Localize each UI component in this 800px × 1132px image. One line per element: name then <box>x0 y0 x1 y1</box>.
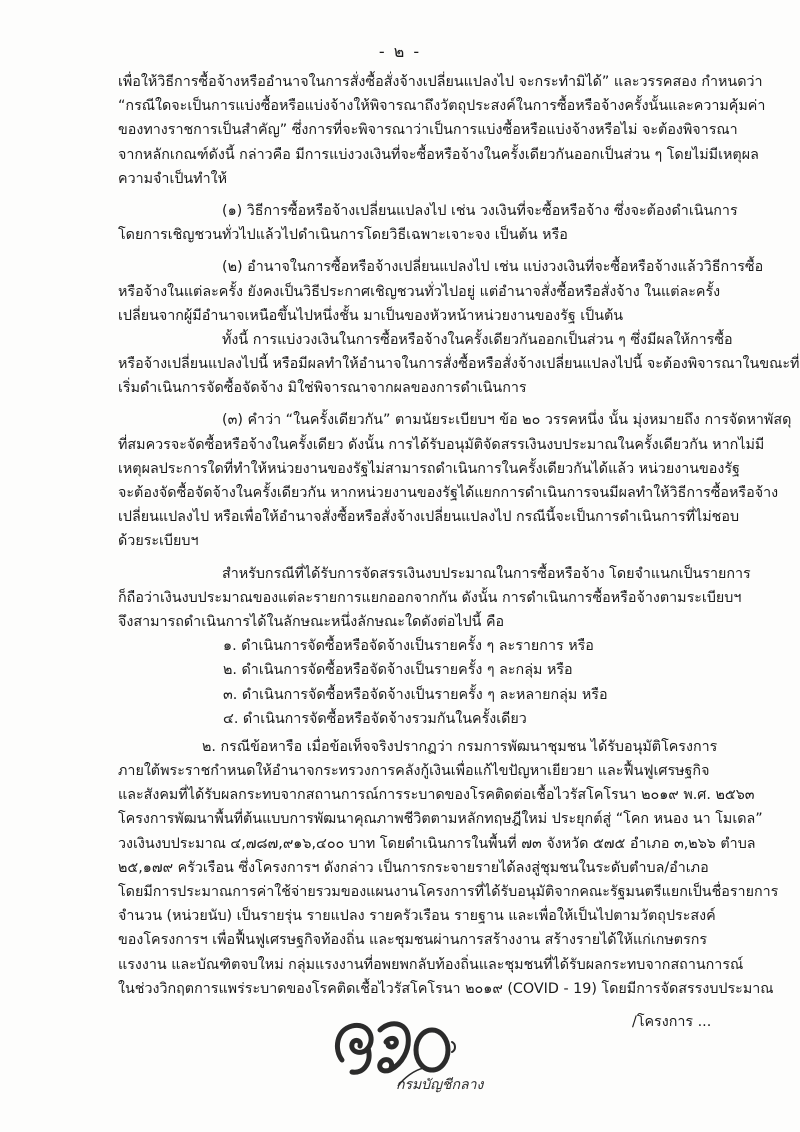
body-line: เปลี่ยนแปลงไป หรือเพื่อให้อำนาจสั่งซื้อหรือสั่งจ้างเปลี่ยนแปลงไป กรณีนี้จะเป็นการดำเนินการที่ไม่ชอบ <box>118 509 740 526</box>
continued-marker: /โครงการ ... <box>632 1014 712 1030</box>
body-line: “กรณีใดจะเป็นการแบ่งซื้อหรือแบ่งจ้างให้พิจารณาถึงวัตถุประสงค์ในการซื้อหรือจ้างครั้งนั้นและความคุ้มค่า <box>118 98 766 115</box>
list-item: ๓. ดำเนินการจัดซื้อหรือจัดจ้างเป็นรายครั้ง ๆ ละหลายกลุ่ม หรือ <box>223 686 608 703</box>
page-number: - ๒ - <box>378 42 422 61</box>
body-line: เพื่อให้วิธีการซื้อจ้างหรืออำนาจในการสั่งซื้อสั่งจ้างเปลี่ยนแปลงไป จะกระทำมิได้” และวรรคสอง กำหนดว่า <box>118 74 763 90</box>
item-1-line: (๑) วิธีการซื้อหรือจ้างเปลี่ยนแปลงไป เช่น วงเงินที่จะซื้อหรือจ้าง ซึ่งจะต้องดำเนินการ <box>222 202 738 219</box>
logo-caption: กรมบัญชีกลาง <box>396 1077 484 1093</box>
body-line: ของโครงการฯ เพื่อฟื้นฟูเศรษฐกิจท้องถิ่น และชุมชนผ่านการสร้างงาน สร้างรายได้ให้แก่เกษตรกร <box>118 932 708 949</box>
body-line: จึงสามารถดำเนินการได้ในลักษณะหนึ่งลักษณะใดดังต่อไปนี้ คือ <box>118 613 505 630</box>
body-line: ภายใต้พระราชกำหนดให้อำนาจกระทรวงการคลังกู้เงินเพื่อแก้ไขปัญหาเยียวยา และฟื้นฟูเศรษฐกิจ <box>118 763 710 780</box>
document-body <box>118 70 800 1001</box>
list-item: ๑. ดำเนินการจัดซื้อหรือจัดจ้างเป็นรายครั้ง ๆ ละรายการ หรือ <box>223 638 594 655</box>
body-line: ด้วยระเบียบฯ <box>118 533 199 550</box>
body-line: และสังคมที่ได้รับผลกระทบจากสถานการณ์การระบาดของโรคติดต่อเชื้อไวรัสโคโรนา ๒๐๑๙ พ.ศ. ๒๕๖๓ <box>118 787 755 804</box>
body-line: จะต้องจัดซื้อจัดจ้างในครั้งเดียวกัน หากหน่วยงานของรัฐได้แยกการดำเนินการจนมีผลทำให้วิธีการซื้อหรือจ้าง <box>118 485 779 501</box>
body-line: เหตุผลประการใดที่ทำให้หน่วยงานของรัฐไม่สามารถดำเนินการในครั้งเดียวกันได้แล้ว หน่วยงานของรัฐ <box>118 460 740 477</box>
list-item: ๒. ดำเนินการจัดซื้อหรือจัดจ้างเป็นรายครั้ง ๆ ละกลุ่ม หรือ <box>223 662 573 679</box>
body-line: วงเงินงบประมาณ ๔,๗๘๗,๙๑๖,๔๐๐ บาท โดยดำเนินการในพื้นที่ ๗๓ จังหวัด ๕๗๕ อำเภอ ๓,๒๖๖ ตำบล <box>118 835 756 852</box>
item-2-line: (๒) อำนาจในการซื้อหรือจ้างเปลี่ยนแปลงไป เช่น แบ่งวงเงินที่จะซื้อหรือจ้างแล้ววิธีการซื้อ <box>222 259 764 276</box>
body-line: เปลี่ยนจากผู้มีอำนาจเหนือขึ้นไปหนึ่งชั้น มาเป็นของหัวหน้าหน่วยงานของรัฐ เป็นต้น <box>118 307 624 324</box>
note-line: ทั้งนี้ การแบ่งวงเงินในการซื้อหรือจ้างในครั้งเดียวกันออกเป็นส่วน ๆ ซึ่งมีผลให้การซื้อ <box>222 331 733 348</box>
body-line: ความจำเป็นทำให้ <box>118 170 228 187</box>
body-line: ๒๕,๑๗๙ ครัวเรือน ซึ่งโครงการฯ ดังกล่าว เป็นการกระจายรายได้ลงสู่ชุมชนในระดับตำบล/อำเภอ <box>118 859 709 876</box>
body-line: ในช่วงวิกฤตการแพร่ระบาดของโรคติดเชื้อไวรัสโคโรนา ๒๐๑๙ (COVID - 19) โดยมีการจัดสรรงบประมาณ <box>118 980 774 997</box>
section-2-line: ๒. กรณีข้อหารือ เมื่อข้อเท็จจริงปรากฏว่า กรมการพัฒนาชุมชน ได้รับอนุมัติโครงการ <box>202 738 718 755</box>
body-line: แรงงาน และบัณฑิตจบใหม่ กลุ่มแรงงานที่อพยพกลับท้องถิ่นและชุมชนที่ได้รับผลกระทบจากสถานการณ์ <box>118 956 744 973</box>
body-line: หรือจ้างเปลี่ยนแปลงไปนี้ หรือมีผลทำให้อำนาจในการสั่งซื้อหรือสั่งจ้างเปลี่ยนแปลงไปนี้ จะต้องพิจารณาในขณะที่ <box>118 356 800 373</box>
body-line: ของทางราชการเป็นสำคัญ” ซึ่งการที่จะพิจารณาว่าเป็นการแบ่งซื้อหรือแบ่งจ้างหรือไม่ จะต้องพิจารณา <box>118 122 738 139</box>
body-line: ที่สมควรจะจัดซื้อหรือจ้างในครั้งเดียว ดังนั้น การได้รับอนุมัติจัดสรรเงินงบประมาณในครั้งเดียวกัน หากไม่มี <box>118 436 765 453</box>
body-line: ก็ถือว่าเงินงบประมาณของแต่ละรายการแยกออกจากกัน ดังนั้น การดำเนินการซื้อหรือจ้างตามระเบียบฯ <box>118 589 742 606</box>
body-line: โครงการพัฒนาพื้นที่ต้นแบบการพัฒนาคุณภาพชีวิตตามหลักทฤษฎีใหม่ ประยุกต์สู่ “โคก หนอง นา โมเดล” <box>118 811 763 828</box>
list-item: ๔. ดำเนินการจัดซื้อหรือจัดจ้างรวมกันในครั้งเดียว <box>223 710 527 727</box>
body-line: โดยการเชิญชวนทั่วไปแล้วไปดำเนินการโดยวิธีเฉพาะเจาะจง เป็นต้น หรือ <box>118 227 568 244</box>
body-line: เริ่มดำเนินการจัดซื้อจัดจ้าง มิใช่พิจารณาจากผลของการดำเนินการ <box>118 380 527 397</box>
paragraph-start-line: สำหรับกรณีที่ได้รับการจัดสรรเงินงบประมาณในการซื้อหรือจ้าง โดยจำแนกเป็นรายการ <box>222 565 751 582</box>
body-line: จากหลักเกณฑ์ดังนี้ กล่าวคือ มีการแบ่งวงเงินที่จะซื้อหรือจ้างในครั้งเดียวกันออกเป็นส่วน ๆ โดยไม่มีเหตุผล <box>118 146 759 163</box>
body-line: โดยมีการประมาณการค่าใช้จ่ายรวมของแผนงานโครงการที่ได้รับอนุมัติจากคณะรัฐมนตรีแยกเป็นชื่อรายการ <box>118 884 779 900</box>
body-line: จำนวน (หน่วยนับ) เป็นรายรุ่น รายแปลง รายครัวเรือน รายฐาน และเพื่อให้เป็นไปตามวัตถุประสงค์ <box>118 908 716 925</box>
item-3-line: (๓) คำว่า “ในครั้งเดียวกัน” ตามนัยระเบียบฯ ข้อ ๒๐ วรรคหนึ่ง นั้น มุ่งหมายถึง การจัดหาพัสดุ <box>222 412 792 429</box>
body-line: หรือจ้างในแต่ละครั้ง ยังคงเป็นวิธีประกาศเชิญชวนทั่วไปอยู่ แต่อำนาจสั่งซื้อหรือสั่งจ้าง ในแต่ละครั้ง <box>118 283 721 300</box>
